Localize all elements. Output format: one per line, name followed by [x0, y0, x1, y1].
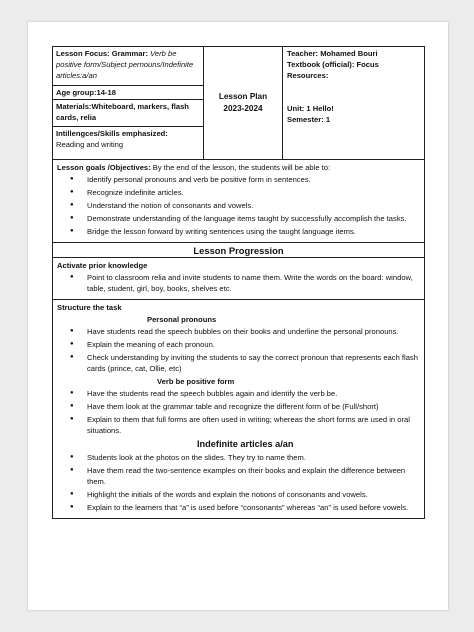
lesson-focus-cell: [53, 47, 203, 86]
age-group-cell: Age group:14-18: [53, 86, 203, 100]
list-item: ● Explain the meaning of each pronoun.: [57, 339, 420, 350]
textbook: Textbook (official): Focus: [287, 60, 379, 69]
progression-heading: Lesson Progression: [53, 243, 424, 258]
plan-title-cell: [204, 47, 283, 159]
articles-list: [57, 452, 420, 513]
list-item: ● Students look at the photos on the slides. They try to name them.: [57, 452, 420, 463]
structure-section: [53, 300, 424, 518]
verb-be-list: [57, 388, 420, 436]
articles-subheading: Indefinite articles a/an: [197, 439, 294, 449]
unit: Unit: 1 Hello!: [287, 104, 334, 113]
lesson-focus-text: Verb be positive form/Subject pernouns/Indefinite articles:a/an: [56, 49, 194, 80]
list-item: ● Point to classroom relia and invite students to name them. Write the words on the board: window, table, student, girl, boy, books, shelves etc.: [57, 272, 420, 294]
activate-label: Activate prior knowledge: [57, 261, 148, 270]
list-item: ● Identify personal pronouns and verb be positive form in sentences.: [57, 174, 420, 185]
skills-value: Reading and writing: [56, 140, 124, 149]
list-item: ● Bridge the lesson forward by writing sentences using the taught language items.: [57, 226, 420, 237]
verb-be-subheading: Verb be positive form: [157, 377, 235, 386]
lesson-plan-table: [52, 46, 425, 519]
activate-list: [57, 272, 420, 294]
plan-year: 2023-2024: [223, 104, 263, 113]
lesson-focus-label: Lesson Focus: Grammar:: [56, 49, 148, 58]
skills-label: Intillengces/Skills emphasized:: [56, 129, 168, 138]
list-item: ● Demonstrate understanding of the language items taught by successfully accomplish the tasks.: [57, 213, 420, 224]
activate-section: [53, 258, 424, 300]
list-item: ● Have students read the speech bubbles on their books and underline the personal pronouns.: [57, 326, 420, 337]
list-item: ● Recognize indefinite articles.: [57, 187, 420, 198]
goals-label: Lesson goals /Objectives:: [57, 163, 151, 172]
header-left-column: [53, 47, 204, 159]
pronouns-subheading: Personal pronouns: [147, 315, 217, 324]
header-row: [53, 47, 424, 160]
list-item: ● Explain to the learners that “a” is used before “consonants” whereas “an” is used before vowels.: [57, 502, 420, 513]
list-item: ● Have the students read the speech bubbles again and identify the verb be.: [57, 388, 420, 399]
structure-label: Structure the task: [57, 303, 122, 312]
materials-cell: Materials:Whiteboard, markers, flash cards, relia: [53, 100, 203, 127]
list-item: ● Check understanding by inviting the students to say the correct pronoun that represents each flash cards (prince, cat, Ollie, etc): [57, 352, 420, 374]
teacher-info-cell: [283, 47, 424, 159]
list-item: ● Have them read the two-sentence examples on their books and explain the difference between them.: [57, 465, 420, 487]
list-item: ● Understand the notion of consonants and vowels.: [57, 200, 420, 211]
goals-section: [53, 160, 424, 243]
goals-list: [57, 174, 420, 237]
list-item: ● Have them look at the grammar table and recognize the different form of be (Full/short): [57, 401, 420, 412]
plan-title: Lesson Plan: [218, 92, 268, 101]
skills-cell: [53, 127, 203, 159]
resources: Resources:: [287, 71, 329, 80]
semester: Semester: 1: [287, 115, 331, 124]
list-item: ● Highlight the initials of the words and explain the notions of consonants and vowels.: [57, 489, 420, 500]
document-page: [28, 22, 448, 610]
goals-intro: By the end of the lesson, the students will be able to:: [150, 163, 331, 172]
pronouns-list: [57, 326, 420, 374]
list-item: ● Explain to them that full forms are often used in writing; whereas the short forms are used in oral situations.: [57, 414, 420, 436]
teacher-name: Teacher: Mohamed Bouri: [287, 49, 378, 58]
